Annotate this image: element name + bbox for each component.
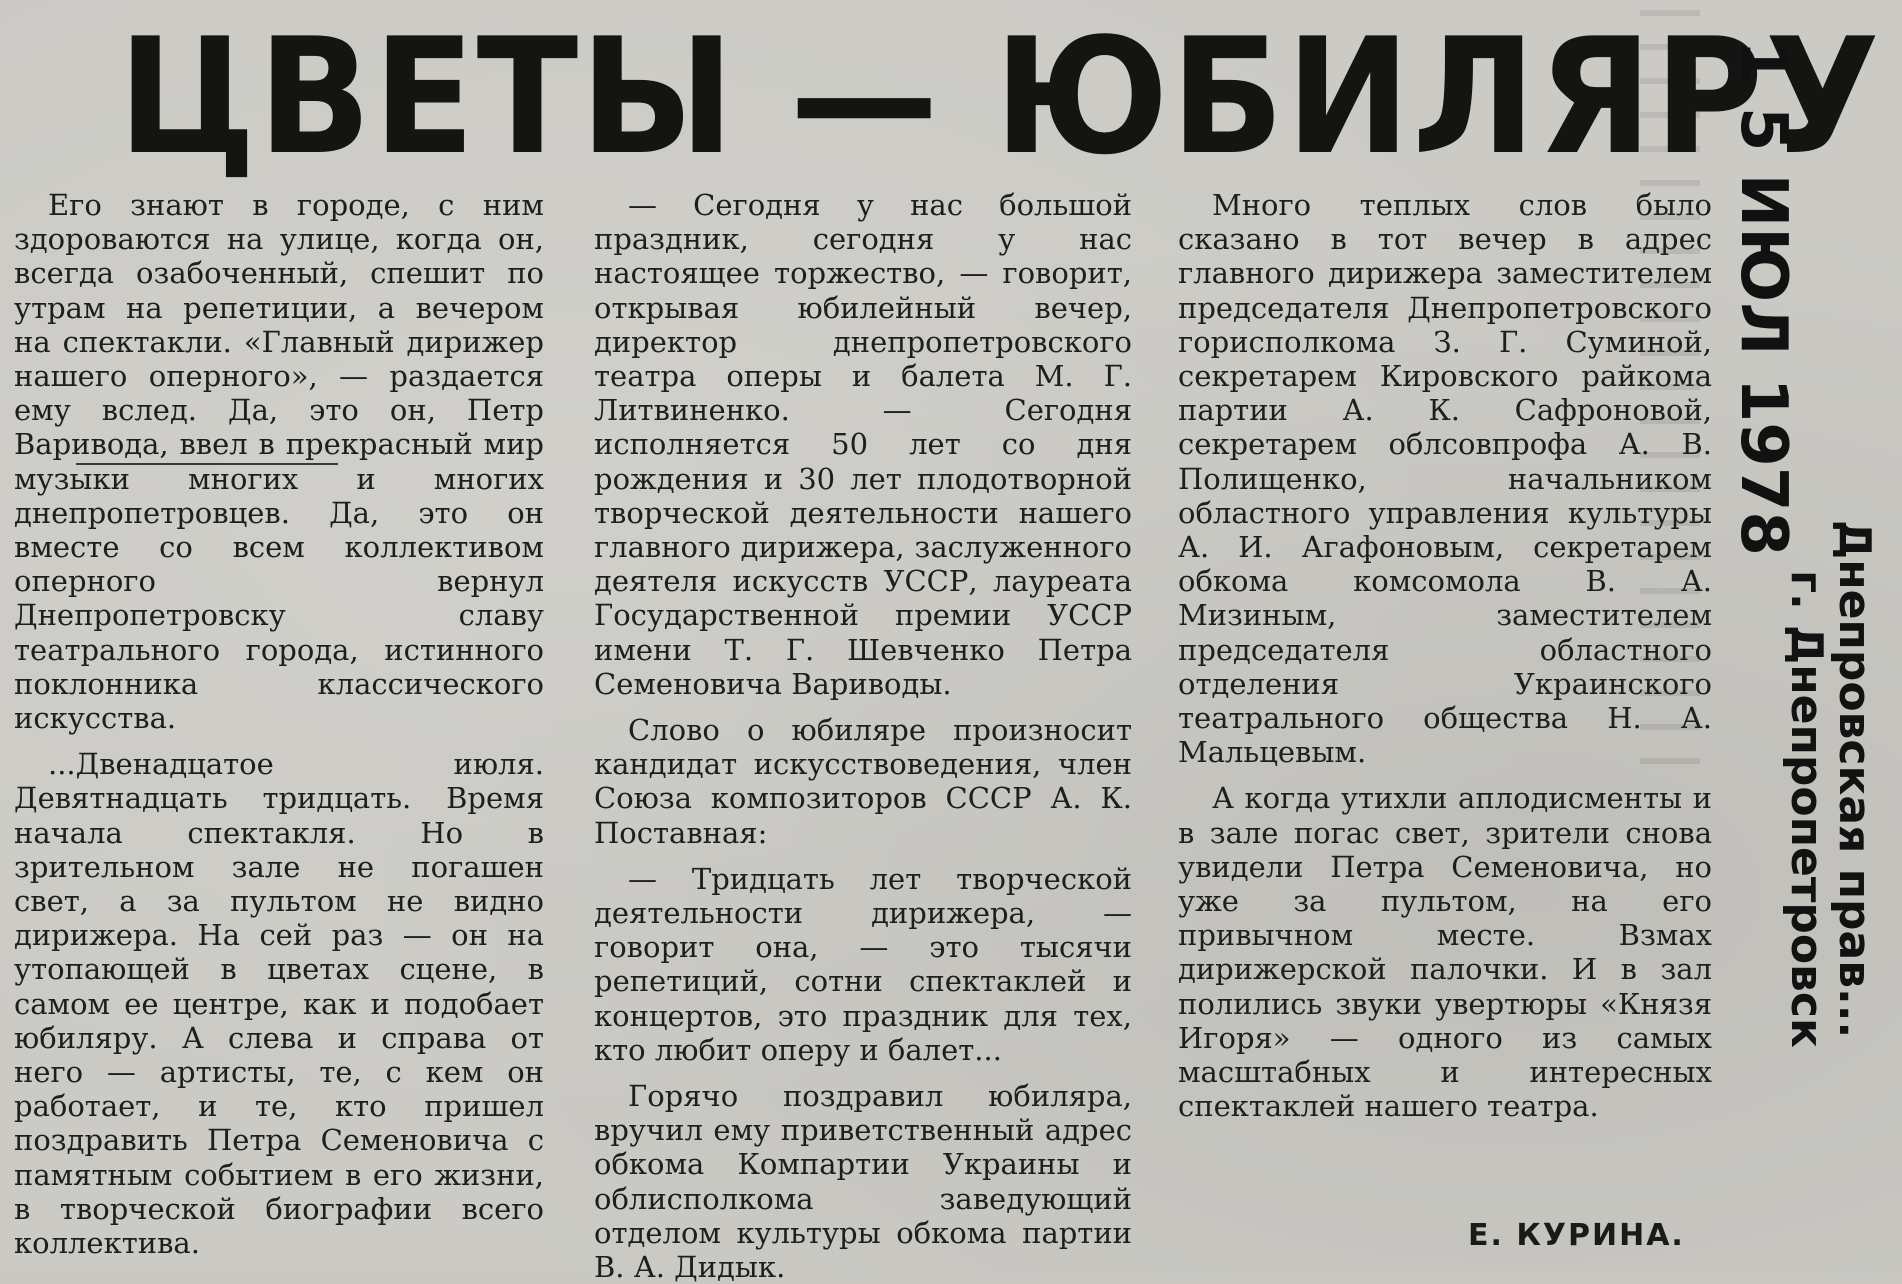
paragraph: Много теплых слов было сказано в тот вечер в адрес главного дирижера заместителем председателя Днепропетровского горисполкома З. Г. Суминой, секретарем Кировского райкома партии А. К. Сафроновой, секретарем облсовпрофа А. В. Полищенко, начальником областного управления культуры А. И. Агафоновым, секретарем обкома комсомола В. А. Мизиным, заместителем председателя областного отделения Украинского театрального общества Н. А. Мальцевым. xyxy=(1178,188,1712,770)
paragraph: ...Двенадцатое июля. Девятнадцать тридцать. Время начала спектакля. Но в зрительном зале не погашен свет, а за пультом не видно дирижера. На сей раз — он на утопающей в цветах сцене, в самом ее центре, как и подобает юбиляру. А слева и справа от него — артисты, те, с кем он работает, и те, кто пришел поздравить Петра Семеновича с памятным событием в его жизни, в творческой биографии всего коллектива. xyxy=(14,747,544,1261)
paragraph: — Сегодня у нас большой праздник, сегодня у нас настоящее торжество, — говорит, открывая юбилейный вечер, директор днепропетровского театра оперы и балета М. Г. Литвиненко. — Сегодня исполняется 50 лет со дня рождения и 30 лет плодотворной творческой деятельности нашего главного дирижера, заслуженного деятеля искусств УССР, лауреата Государственной премии УССР имени Т. Г. Шевченко Петра Семеновича Вариводы. xyxy=(594,188,1132,701)
paragraph: А когда утихли аплодисменты и в зале погас свет, зрители снова увидели Петра Семеновича, но уже за пультом, на его привычном месте. Взмах дирижерской палочки. И в зал полились звуки увертюры «Князя Игоря» — одного из самых масштабных и интересных спектаклей нашего театра. xyxy=(1178,781,1712,1124)
date-stamp xyxy=(1726,40,1800,556)
paragraph: Слово о юбиляре произносит кандидат искусствоведения, член Союза композиторов СССР А. К. Поставная: xyxy=(594,713,1132,850)
paragraph: Его знают в городе, с ним здороваются на улице, когда он, всегда озабоченный, спешит по утрам на репетиции, а вечером на спектакли. «Главный дирижер нашего оперного», — раздается ему вслед. Да, это он, Петр Варивода, ввел в прекрасный мир музыки многих и многих днепропетровцев. Да, это он вместе со всем коллективом оперного вернул Днепропетровску славу театрального города, истинного поклонника классического искусства. xyxy=(14,188,544,736)
source-stamp-newspaper: Днепровская прав... xyxy=(1829,520,1880,1039)
source-stamp-city: г. Днепропетровск xyxy=(1781,570,1832,1048)
paragraph: — Тридцать лет творческой деятельности дирижера, — говорит она, — это тысячи репетиций, сотни спектаклей и концертов, это праздник для тех, кто любит оперу и балет... xyxy=(594,861,1132,1067)
source-stamp xyxy=(1780,520,1902,1048)
author-signature: Е. КУРИНА. xyxy=(1468,1218,1685,1253)
article-column-2 xyxy=(594,188,1132,1284)
pencil-underline xyxy=(76,463,338,465)
paragraph: Горячо поздравил юбиляра, вручил ему приветственный адрес обкома Компартии Украины и облисполкома заведующий отделом культуры обкома партии В. А. Дидык. xyxy=(594,1079,1132,1284)
article-column-3 xyxy=(1178,188,1712,1123)
headline: ЦВЕТЫ — ЮБИЛЯРУ xyxy=(118,3,1882,190)
article-column-1 xyxy=(14,188,544,1260)
date-stamp-text: 1 5 ИЮЛ 1978 xyxy=(1726,40,1800,556)
